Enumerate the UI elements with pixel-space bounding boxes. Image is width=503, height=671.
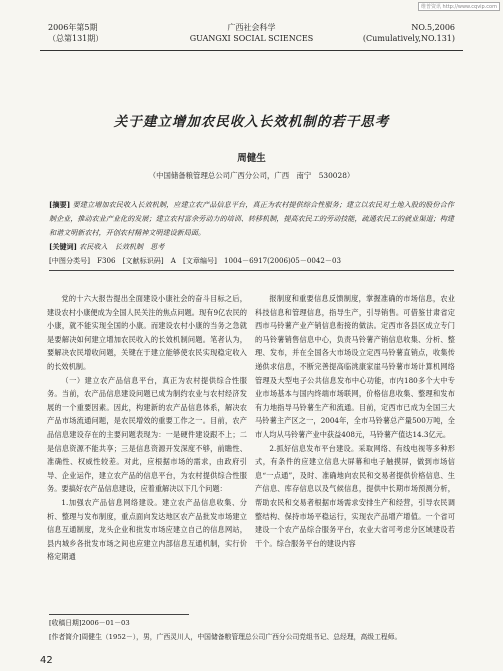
received-value: 2006－01－03 [81, 619, 130, 627]
classification-line: [中图分类号] F306 [文献标识码] A [文章编号] 1004－6917(2006)05－0042－03 [49, 256, 342, 265]
footnote-rule [49, 614, 189, 615]
author-name: 周健生 [237, 153, 266, 164]
bio-label: [作者简介] [49, 633, 82, 641]
keywords-text: 农民收入 长效机制 思考 [79, 242, 165, 251]
body-column-right [255, 292, 455, 550]
paragraph: 1.加强农产品信息网络建设。建立农产品信息收集、分析、整理与发布制度，重点面向发达地区农产品批发市场建立信息互通制度，龙头企业和批发市场应建立自己的信息网站，县内城乡各批发市场之间也应建立内部信息互通机制，实行价格定期通 [47, 497, 247, 562]
issue-info-english: NO.5,2006 (Cumulatively,NO.131) [362, 23, 455, 43]
abstract-rule [49, 270, 454, 271]
received-date [49, 617, 454, 630]
paragraph: 2.抓好信息发布平台建设。采取网络、有线电视等多种形式，有条件的应建立信息大屏幕和电子触摸屏，做到市场信息“一点通”，及时、准确地向农民和交易者提供价格信息、生产信息、库存信息以及气候信息，提供中长期市场预测分析，帮助农民和交易者根据市场需求安排生产和经营，引导农民调整结构、保持市场平稳运行，实现农产品增产增值。一个省可建设一个农产品综合服务平台，农业大省可考虑分区域建设若干个。综合服务平台的建设内容 [255, 443, 455, 548]
header-rule [40, 50, 463, 51]
bio-text: 周健生（1952－），男，广西灵川人，中国储备粮管理总公司广西分公司党组书记、总经理，高级工程师。 [81, 633, 402, 641]
body-column-left [47, 292, 247, 564]
watermark: 维普资讯 http://www.cqvip.com [418, 2, 500, 11]
author-bio [49, 631, 454, 644]
received-label: [收稿日期] [49, 619, 82, 627]
abstract-text: 要建立增加农民收入长效机制，应建立农产品信息平台，真正为农村提供综合性服务；建立以农民对土地入股的股份合作制企业，推动农业产业化的发展；建立农村富余劳动力的培训、转移机制，提高农民工的劳动技能，疏通农民工的就业渠道；构建和谐文明新农村，开创农村精神文明建设新局面。 [49, 200, 454, 237]
abstract [49, 198, 454, 240]
journal-name: 广西社会科学 GUANGXI SOCIAL SCIENCES [189, 23, 314, 43]
keywords-label: [关键词] [49, 242, 77, 251]
paragraph: 报制度和重要信息反馈制度，掌握准确的市场信息，农业科技信息和管理信息，指导生产，引导销售。可借鉴甘肃省定西市马铃薯产业产销信息衔接的做法。定西市各县区成立专门的马铃薯销售信息中心，负责马铃薯产销信息收集、分析、整理、发布，并在全国各大市场设立定西马铃薯直销点，收集传递供求信息，不断完善提高临洮康家崖马铃薯市场计算机网络管理及大型电子公共信息发布中心功能，市内180多个大中专业市场基本与国内终端市场联网，价格信息收集、整理和发布有力地指导马铃薯生产和流通。目前，定西市已成为全国三大马铃薯主产区之一，2004年，全市马铃薯总产量500万吨，全市人均从马铃薯产业中获益408元，马铃薯产值达14.3亿元。 [255, 294, 455, 439]
page-number: 42 [40, 655, 53, 666]
article-title: 关于建立增加农民收入长效机制的若干思考 [113, 114, 390, 130]
issue-info: 2006年第5期 （总第131期） [48, 23, 104, 43]
paragraph: 党的十六大报告提出全面建设小康社会的奋斗目标之后，建设农村小康便成为全国人民关注的焦点问题。现有9亿农民的小康，就不能实现全国的小康。而建设农村小康的当务之急就是要解决如何建立增加农民收入的长效机制问题。笔者认为，要解决农民增收问题，关键在于建立能够使农民实现稳定收入的长效机制。 [47, 294, 247, 371]
author-affiliation: （中国储备粮管理总公司广西分公司，广西 南宁 530028） [148, 171, 355, 180]
abstract-label: [摘要] [49, 200, 71, 209]
paragraph: （一）建立农产品信息平台，真正为农村提供综合性服务。当前，农产品信息建设问题已成为制约农业与农村经济发展的一个重要因素。因此，构建新的农产品信息体系，解决农产品市场流通问题，是农民增效的重要工作之一。目前，农产品信息建设存在的主要问题表现为：一是硬件建设跟不上；二是信息资源不能共享；三是信息资源开发深度不够，前瞻性、准确性、权威性较差。对此，应根据市场的需求，由政府引导、企业运作，建立农产品的信息平台，为农村提供综合性服务。要搞好农产品信息建设，应着重解决以下几个问题： [47, 375, 247, 494]
keywords [49, 242, 164, 252]
